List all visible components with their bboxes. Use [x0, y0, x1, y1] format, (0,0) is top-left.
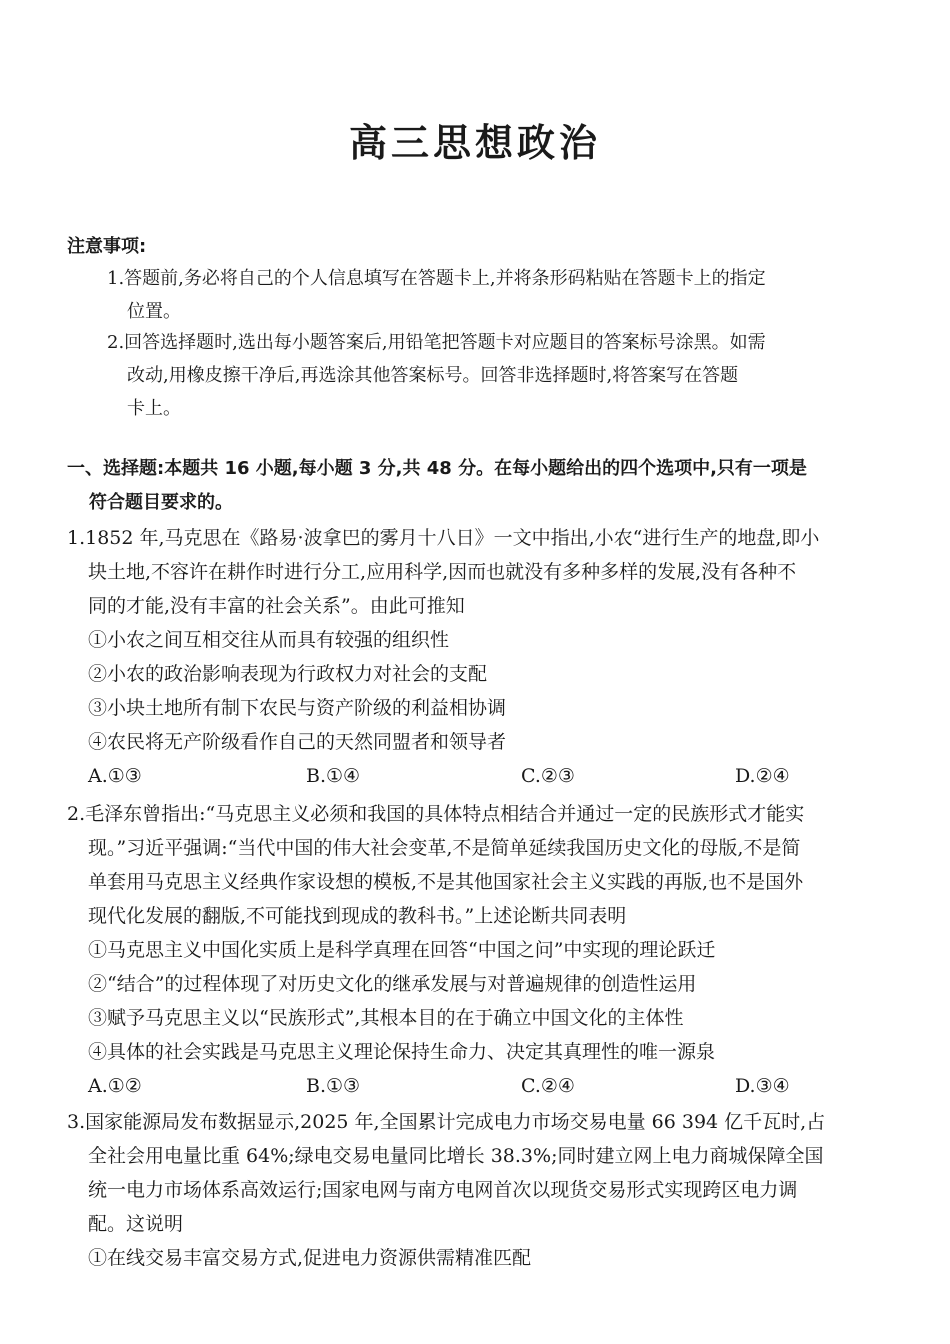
q2-statement-1: ①马克思主义中国化实质上是科学真理在回答“中国之问”中实现的理论跃迁: [88, 939, 716, 961]
q2-option-b: B.①③: [306, 1075, 361, 1097]
notice-item-1-line-1: 1.答题前,务必将自己的个人信息填写在答题卡上,并将条形码粘贴在答题卡上的指定: [107, 268, 766, 289]
q1-statement-3: ③小块土地所有制下农民与资产阶级的利益相协调: [88, 697, 507, 719]
section-heading-line-2: 符合题目要求的。: [89, 492, 233, 513]
notice-item-2-line-3: 卡上。: [127, 398, 181, 419]
notice-item-2-line-1: 2.回答选择题时,选出每小题答案后,用铅笔把答题卡对应题目的答案标号涂黑。如需: [107, 332, 766, 353]
q2-option-c: C.②④: [521, 1075, 575, 1097]
q1-option-a: A.①③: [88, 765, 142, 787]
q2-statement-3: ③赋予马克思主义以“民族形式”,其根本目的在于确立中国文化的主体性: [88, 1007, 684, 1029]
section-heading-line-1: 一、选择题:本题共 16 小题,每小题 3 分,共 48 分。在每小题给出的四个选项中,只有一项是: [67, 458, 807, 479]
q3-stem-line-1: 3.国家能源局发布数据显示,2025 年,全国累计完成电力市场交易电量 66 394 亿千瓦时,占: [67, 1111, 826, 1133]
q2-statement-4: ④具体的社会实践是马克思主义理论保持生命力、决定其真理性的唯一源泉: [88, 1041, 716, 1063]
q3-stem-line-3: 统一电力市场体系高效运行;国家电网与南方电网首次以现货交易形式实现跨区电力调: [88, 1179, 798, 1201]
q3-statement-1: ①在线交易丰富交易方式,促进电力资源供需精准匹配: [88, 1247, 532, 1269]
q1-options: [88, 759, 888, 793]
notice-item-1-line-2: 位置。: [127, 301, 181, 322]
q3-stem-line-4: 配。这说明: [88, 1213, 184, 1235]
notice-heading: 注意事项:: [67, 236, 147, 257]
q2-stem-line-2: 现。”习近平强调:“当代中国的伟大社会变革,不是简单延续我国历史文化的母版,不是简: [88, 837, 801, 859]
q1-statement-2: ②小农的政治影响表现为行政权力对社会的支配: [88, 663, 488, 685]
q1-stem-line-3: 同的才能,没有丰富的社会关系”。由此可推知: [88, 595, 465, 617]
q2-stem-line-3: 单套用马克思主义经典作家设想的模板,不是其他国家社会主义实践的再版,也不是国外: [88, 871, 804, 893]
notice-item-2: [107, 326, 877, 425]
q3-stem-line-2: 全社会用电量比重 64%;绿电交易电量同比增长 38.3%;同时建立网上电力商城保障全国: [88, 1145, 824, 1167]
q1-option-b: B.①④: [306, 765, 361, 787]
section-heading: [67, 452, 887, 520]
page-title: 高三思想政治: [348, 121, 601, 165]
q1-stem-line-1: 1.1852 年,马克思在《路易·波拿巴的雾月十八日》一文中指出,小农“进行生产的地盘,即小: [67, 527, 820, 549]
q1-option-d: D.②④: [735, 765, 790, 787]
q2-options: [88, 1069, 888, 1103]
q1-statement-1: ①小农之间互相交往从而具有较强的组织性: [88, 629, 450, 651]
q2-option-a: A.①②: [88, 1075, 142, 1097]
q2-stem-line-1: 2.毛泽东曾指出:“马克思主义必须和我国的具体特点相结合并通过一定的民族形式才能实: [67, 803, 805, 825]
q2-statement-2: ②“结合”的过程体现了对历史文化的继承发展与对普遍规律的创造性运用: [88, 973, 697, 995]
q2-stem-line-4: 现代化发展的翻版,不可能找到现成的教科书。”上述论断共同表明: [88, 905, 627, 927]
q2-option-d: D.③④: [735, 1075, 790, 1097]
q1-statement-4: ④农民将无产阶级看作自己的天然同盟者和领导者: [88, 731, 507, 753]
notice-item-1: [107, 262, 877, 328]
q1-stem-line-2: 块土地,不容许在耕作时进行分工,应用科学,因而也就没有多种多样的发展,没有各种不: [88, 561, 797, 583]
notice-item-2-line-2: 改动,用橡皮擦干净后,再选涂其他答案标号。回答非选择题时,将答案写在答题: [127, 365, 739, 386]
q1-option-c: C.②③: [521, 765, 575, 787]
